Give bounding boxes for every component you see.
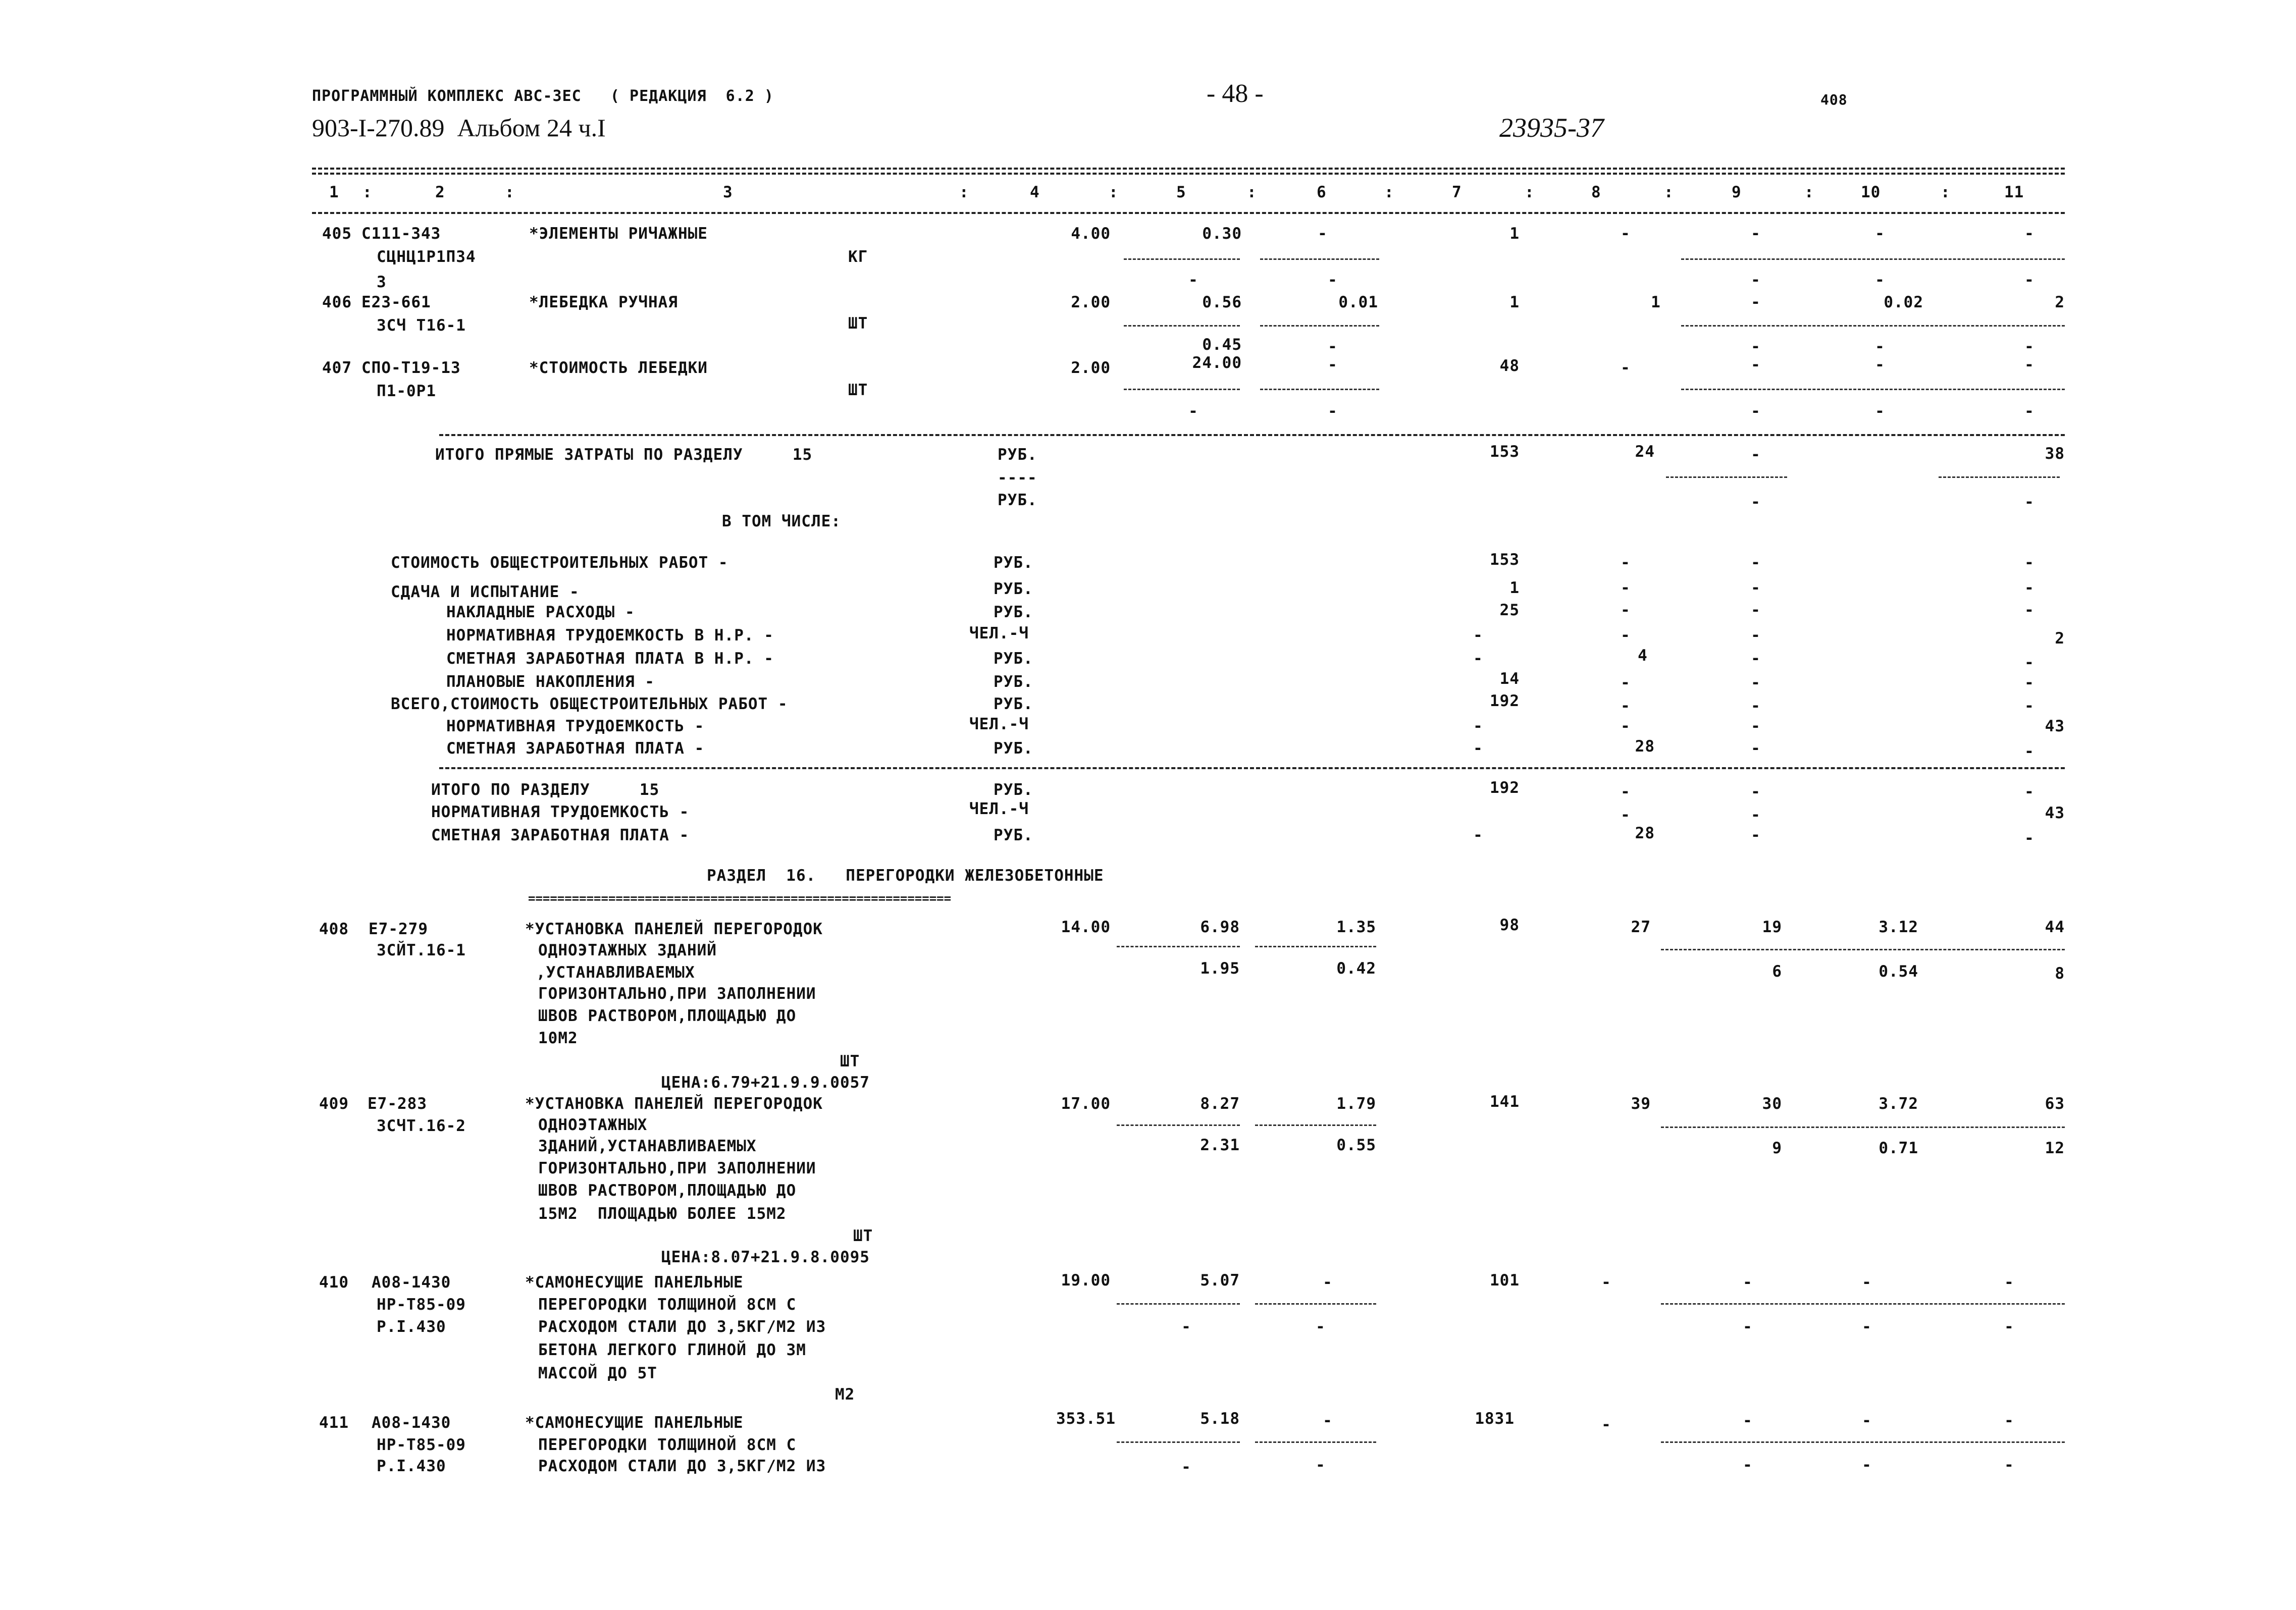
cell-c5b: - (1188, 271, 1198, 289)
norm-code: СПО-Т19-13 (361, 359, 461, 377)
cell-c9: 19 (1762, 918, 1782, 936)
cell-c8: 39 (1631, 1095, 1651, 1113)
cell-c10b: - (1875, 402, 1885, 420)
breakdown-c7: 14 (1499, 670, 1520, 688)
norm-code-3: Р.I.430 (377, 1318, 446, 1336)
unit: ШТ (853, 1227, 873, 1245)
cell-c6b: 0.55 (1336, 1136, 1376, 1154)
cell-c11b: - (2024, 402, 2034, 420)
cell-c5: 5.18 (1200, 1410, 1240, 1428)
cell-c11b: - (2004, 1456, 2014, 1474)
unit: ШТ (840, 1052, 860, 1070)
col-header-10: 10 (1861, 183, 1881, 201)
cell-c8: 1 (1651, 293, 1661, 311)
cell-c7: 98 (1499, 916, 1520, 934)
section-total-c9: - (1751, 826, 1761, 844)
cell-c4: 2.00 (1071, 293, 1111, 311)
section-total-unit: РУБ. (994, 826, 1033, 844)
breakdown-c11: - (2024, 697, 2034, 715)
work-name-line: ПЕРЕГОРОДКИ ТОЛЩИНОЙ 8СМ С (538, 1436, 797, 1454)
breakdown-c7: 153 (1490, 551, 1520, 569)
breakdown-label: НОРМАТИВНАЯ ТРУДОЕМКОСТЬ В Н.Р. - (446, 626, 774, 645)
unit-price: ЦЕНА:6.79+21.9.9.0057 (661, 1074, 870, 1092)
breakdown-c8: - (1621, 697, 1631, 715)
cell-c7: 1 (1509, 293, 1520, 311)
norm-code-2: ЗСЧ Т16-1 (377, 316, 466, 335)
cell-c5: 8.27 (1200, 1095, 1240, 1113)
breakdown-c7: - (1473, 650, 1483, 668)
breakdown-unit: РУБ. (994, 650, 1033, 668)
cell-c10b: - (1875, 338, 1885, 356)
col-header-3: 3 (723, 183, 733, 201)
work-name-line: БЕТОНА ЛЕГКОГО ГЛИНОЙ ДО 3М (538, 1341, 806, 1359)
col-header-1: 1 (329, 183, 339, 201)
cell-c9: - (1751, 225, 1761, 243)
breakdown-unit: РУБ. (994, 695, 1033, 713)
cell-c11b: - (2004, 1318, 2014, 1336)
work-name-line: ,УСТАНАВЛИВАЕМЫХ (536, 963, 695, 982)
cell-c6: 0.01 (1338, 293, 1378, 311)
cell-c8: - (1601, 1416, 1611, 1434)
unit: ШТ (848, 381, 868, 399)
breakdown-c11: - (2024, 742, 2034, 761)
breakdown-c11: - (2024, 554, 2034, 572)
breakdown-c7: 25 (1499, 601, 1520, 619)
work-name-line: МАССОЙ ДО 5Т (538, 1364, 657, 1382)
breakdown-unit: ЧЕЛ.-Ч (969, 624, 1029, 642)
breakdown-unit: РУБ. (994, 554, 1033, 572)
breakdown-c7: 1 (1509, 579, 1520, 597)
row-number: 406 (322, 293, 352, 311)
breakdown-c9: - (1751, 579, 1761, 597)
cell-c9b: 9 (1772, 1139, 1782, 1157)
breakdown-unit: РУБ. (994, 580, 1033, 598)
unit: ШТ (848, 314, 868, 333)
total-c11: 38 (2045, 445, 2065, 463)
norm-code-2: СЦНЦ1Р1П34 (377, 248, 476, 266)
breakdown-c8: - (1621, 579, 1631, 597)
col-header-2: 2 (435, 183, 445, 201)
row-number: 405 (322, 225, 352, 243)
cell-c10: 0.02 (1884, 293, 1923, 311)
work-name-line: ШВОВ РАСТВОРОМ,ПЛОЩАДЬЮ ДО (538, 1007, 797, 1025)
cell-c9b: - (1743, 1318, 1753, 1336)
cell-c4: 4.00 (1071, 225, 1111, 243)
section-title-underline: ========================================================== (528, 891, 952, 905)
norm-code: Е23-661 (361, 293, 431, 311)
work-name-line: *УСТАНОВКА ПАНЕЛЕЙ ПЕРЕГОРОДОК (525, 920, 823, 938)
breakdown-c9: - (1751, 697, 1761, 715)
work-name-line: РАСХОДОМ СТАЛИ ДО 3,5КГ/М2 ИЗ (538, 1318, 826, 1336)
cell-c11b: 12 (2045, 1139, 2065, 1157)
totals-rule (439, 434, 2065, 436)
cell-c6b: - (1328, 338, 1338, 356)
breakdown-c9: - (1751, 650, 1761, 668)
norm-code: Е7-279 (369, 920, 428, 938)
cell-c8: 27 (1631, 918, 1651, 936)
cell-c6: - (1323, 1273, 1333, 1292)
cell-c10: 3.12 (1878, 918, 1918, 936)
cell-c7: 1831 (1475, 1410, 1515, 1428)
cell-c6: - (1318, 225, 1328, 243)
cell-c10b: 0.54 (1878, 962, 1918, 981)
work-name-line: ПЕРЕГОРОДКИ ТОЛЩИНОЙ 8СМ С (538, 1296, 797, 1314)
section-total-c11: 43 (2045, 804, 2065, 822)
cell-c10b: - (1875, 271, 1885, 289)
cell-c9: - (1743, 1273, 1753, 1292)
breakdown-label: СМЕТНАЯ ЗАРАБОТНАЯ ПЛАТА В Н.Р. - (446, 650, 774, 668)
cell-c5: 5.07 (1200, 1271, 1240, 1290)
cell-c4: 14.00 (1061, 918, 1111, 936)
section-total-c8: 28 (1635, 824, 1655, 842)
section-total-unit: РУБ. (994, 781, 1033, 799)
cell-c6b: 0.42 (1336, 959, 1376, 978)
work-name: *ЭЛЕМЕНТЫ РИЧАЖНЫЕ (529, 225, 708, 243)
cell-c10b: - (1862, 1456, 1872, 1474)
cell-c9: - (1743, 1412, 1753, 1430)
cell-c5: 24.00 (1192, 354, 1242, 372)
unit: М2 (835, 1385, 855, 1404)
col-header-7: 7 (1452, 183, 1462, 201)
norm-code-2: ЗСЧТ.16-2 (377, 1117, 466, 1135)
work-name-line: ШВОВ РАСТВОРОМ,ПЛОЩАДЬЮ ДО (538, 1182, 797, 1200)
breakdown-c9: - (1751, 626, 1761, 645)
breakdown-label: СТОИМОСТЬ ОБЩЕСТРОИТЕЛЬНЫХ РАБОТ - (391, 554, 728, 572)
breakdown-unit: РУБ. (994, 673, 1033, 691)
work-name-line: ЗДАНИЙ,УСТАНАВЛИВАЕМЫХ (538, 1137, 757, 1155)
breakdown-c11: 43 (2045, 717, 2065, 735)
breakdown-c8: 28 (1635, 737, 1655, 756)
cell-c6: - (1328, 356, 1338, 374)
breakdown-c7: 192 (1490, 692, 1520, 710)
breakdown-label: ВСЕГО,СТОИМОСТЬ ОБЩЕСТРОИТЕЛЬНЫХ РАБОТ - (391, 695, 788, 713)
work-name: *СТОИМОСТЬ ЛЕБЕДКИ (529, 359, 708, 377)
cell-c6: - (1323, 1412, 1333, 1430)
total-c9b: - (1751, 493, 1761, 511)
breakdown-label: НОРМАТИВНАЯ ТРУДОЕМКОСТЬ - (446, 717, 705, 735)
inventory-number: 23935-37 (1499, 113, 1604, 143)
cell-c10: - (1875, 356, 1885, 374)
cell-c8: - (1621, 359, 1631, 377)
total-dash: ---- (998, 469, 1037, 487)
cell-c6: 1.79 (1336, 1095, 1376, 1113)
cell-c6: 1.35 (1336, 918, 1376, 936)
work-name-line: 10М2 (538, 1029, 578, 1047)
cell-c10: - (1862, 1412, 1872, 1430)
cell-c9: - (1751, 293, 1761, 311)
breakdown-label: СМЕТНАЯ ЗАРАБОТНАЯ ПЛАТА - (446, 739, 705, 758)
col-header-4: 4 (1030, 183, 1040, 201)
row-number: 407 (322, 359, 352, 377)
cell-c9b: - (1751, 338, 1761, 356)
breakdown-c9: - (1751, 601, 1761, 619)
work-name-line: 15М2 ПЛОЩАДЬЮ БОЛЕЕ 15М2 (538, 1205, 787, 1223)
document-code: 903-I-270.89 Альбом 24 ч.I (312, 114, 606, 142)
cell-c5b: - (1181, 1318, 1191, 1336)
breakdown-c11: - (2024, 579, 2034, 597)
breakdown-c7: - (1473, 626, 1483, 645)
section-total-c9: - (1751, 783, 1761, 801)
cell-c4: 19.00 (1061, 1271, 1111, 1290)
section-total-c8: - (1621, 783, 1631, 801)
row-number: 411 (319, 1414, 349, 1432)
page-number: - 48 - (1207, 79, 1264, 108)
section-total-c7: - (1473, 826, 1483, 844)
cell-c5b: - (1188, 402, 1198, 420)
cell-c5: 0.30 (1202, 225, 1242, 243)
cell-c8: - (1621, 225, 1631, 243)
section-total-unit: ЧЕЛ.-Ч (969, 800, 1029, 818)
cell-c4: 353.51 (1056, 1410, 1116, 1428)
row-number: 410 (319, 1273, 349, 1292)
cell-c7: 48 (1499, 357, 1520, 375)
total-unit: РУБ. (998, 446, 1037, 464)
row-number: 408 (319, 920, 349, 938)
breakdown-c8: - (1621, 601, 1631, 619)
total-c9: - (1751, 446, 1761, 464)
norm-code: С111-343 (361, 225, 441, 243)
section-title: РАЗДЕЛ 16. ПЕРЕГОРОДКИ ЖЕЛЕЗОБЕТОННЫЕ (707, 867, 1104, 885)
cell-c5: 6.98 (1200, 918, 1240, 936)
norm-code: Е7-283 (368, 1095, 427, 1113)
norm-code-2: П1-0Р1 (377, 382, 436, 400)
cell-c9: 30 (1762, 1095, 1782, 1113)
cell-c6b: - (1316, 1318, 1326, 1336)
breakdown-c9: - (1751, 717, 1761, 735)
work-name-line: ГОРИЗОНТАЛЬНО,ПРИ ЗАПОЛНЕНИИ (538, 985, 816, 1003)
cell-c11: - (2004, 1273, 2014, 1292)
norm-code: А08-1430 (372, 1414, 451, 1432)
work-name-line: *САМОНЕСУЩИЕ ПАНЕЛЬНЫЕ (525, 1273, 744, 1292)
section-total-c9: - (1751, 806, 1761, 824)
breakdown-c7: - (1473, 739, 1483, 758)
cell-c9b: - (1751, 402, 1761, 420)
work-name-line: *УСТАНОВКА ПАНЕЛЕЙ ПЕРЕГОРОДОК (525, 1095, 823, 1113)
cell-c7: 141 (1490, 1093, 1520, 1111)
breakdown-c8: - (1621, 674, 1631, 692)
col-header-5: 5 (1176, 183, 1186, 201)
section-total-c11: - (2024, 829, 2034, 847)
incl-label: В ТОМ ЧИСЛЕ: (722, 512, 841, 530)
cell-c11: - (2024, 225, 2034, 243)
section-total-c8: - (1621, 806, 1631, 824)
work-name-line: ОДНОЭТАЖНЫХ (538, 1116, 648, 1134)
breakdown-c8: - (1621, 717, 1631, 735)
cell-c11: 63 (2045, 1095, 2065, 1113)
breakdown-c8: - (1621, 554, 1631, 572)
cell-c5b: - (1181, 1458, 1191, 1476)
breakdown-c11: 2 (2055, 629, 2065, 648)
breakdown-label: СДАЧА И ИСПЫТАНИЕ - (391, 583, 580, 601)
program-header: ПРОГРАММНЫЙ КОМПЛЕКС АВС-ЗЕС ( РЕДАКЦИЯ 6.2 ) (312, 87, 774, 105)
section-total-label: ИТОГО ПО РАЗДЕЛУ 15 (431, 781, 660, 799)
work-name-line: ОДНОЭТАЖНЫХ ЗДАНИЙ (538, 941, 717, 959)
breakdown-c11: - (2024, 674, 2034, 692)
total-c11b: - (2024, 493, 2034, 511)
cell-c9: - (1751, 356, 1761, 374)
norm-code: А08-1430 (372, 1273, 451, 1292)
breakdown-label: НАКЛАДНЫЕ РАСХОДЫ - (446, 603, 635, 621)
norm-code-2: НР-Т85-09 (377, 1296, 466, 1314)
header-bottom-rule (312, 212, 2065, 214)
breakdown-c9: - (1751, 554, 1761, 572)
section-total-rule (439, 767, 2065, 769)
cell-c9b: - (1751, 271, 1761, 289)
cell-c7: 1 (1509, 225, 1520, 243)
cell-c10b: - (1862, 1318, 1872, 1336)
breakdown-c8: 4 (1638, 647, 1648, 665)
cell-c5b: 0.45 (1202, 336, 1242, 354)
norm-code-2: ЗСЙТ.16-1 (377, 941, 466, 959)
work-name-line: РАСХОДОМ СТАЛИ ДО 3,5КГ/М2 ИЗ (538, 1457, 826, 1475)
col-header-6: 6 (1317, 183, 1327, 201)
total-label: ИТОГО ПРЯМЫЕ ЗАТРАТЫ ПО РАЗДЕЛУ 15 (435, 446, 813, 464)
cell-c11: - (2024, 356, 2034, 374)
breakdown-unit: ЧЕЛ.-Ч (969, 715, 1029, 733)
cell-c10b: 0.71 (1878, 1139, 1918, 1157)
sheet-number: 408 (1820, 91, 1848, 108)
breakdown-unit: РУБ. (994, 739, 1033, 758)
section-total-c11: - (2024, 783, 2034, 801)
cell-c5b: 1.95 (1200, 959, 1240, 978)
breakdown-c11: - (2024, 654, 2034, 672)
cell-c4: 2.00 (1071, 359, 1111, 377)
col-header-11: 11 (2004, 183, 2024, 201)
cell-c6b: - (1316, 1456, 1326, 1474)
cell-c10: 3.72 (1878, 1095, 1918, 1113)
breakdown-c9: - (1751, 674, 1761, 692)
unit: КГ (848, 248, 868, 266)
cell-c9b: - (1743, 1456, 1753, 1474)
col-header-8: 8 (1591, 183, 1601, 201)
work-name: *ЛЕБЕДКА РУЧНАЯ (529, 293, 678, 311)
breakdown-c7: - (1473, 717, 1483, 735)
work-name-line: *САМОНЕСУЩИЕ ПАНЕЛЬНЫЕ (525, 1414, 744, 1432)
breakdown-label: ПЛАНОВЫЕ НАКОПЛЕНИЯ - (446, 673, 655, 691)
cell-c10: - (1875, 225, 1885, 243)
section-total-c7: 192 (1490, 779, 1520, 797)
total-c7: 153 (1490, 443, 1520, 461)
cell-c8: - (1601, 1273, 1611, 1292)
norm-code-3: Р.I.430 (377, 1457, 446, 1475)
cell-c10: - (1862, 1273, 1872, 1292)
cell-c11: 44 (2045, 918, 2065, 936)
cell-c5b: 2.31 (1200, 1136, 1240, 1154)
breakdown-c9: - (1751, 739, 1761, 758)
row-number: 409 (319, 1095, 349, 1113)
total-unit-2: РУБ. (998, 491, 1037, 509)
cell-c6b: - (1328, 271, 1338, 289)
total-c8: 24 (1635, 443, 1655, 461)
cell-c11: - (2004, 1412, 2014, 1430)
cell-c4: 17.00 (1061, 1095, 1111, 1113)
table-top-rule-2 (312, 173, 2065, 175)
cell-c7: 101 (1490, 1271, 1520, 1290)
table-top-rule (312, 168, 2065, 170)
cell-c11b: 8 (2055, 964, 2065, 983)
section-total-label: НОРМАТИВНАЯ ТРУДОЕМКОСТЬ - (431, 803, 690, 821)
work-name-line: ГОРИЗОНТАЛЬНО,ПРИ ЗАПОЛНЕНИИ (538, 1159, 816, 1177)
norm-code-2: НР-Т85-09 (377, 1436, 466, 1454)
unit-price: ЦЕНА:8.07+21.9.8.0095 (661, 1248, 870, 1266)
breakdown-c11: - (2024, 601, 2034, 619)
breakdown-unit: РУБ. (994, 603, 1033, 621)
cell-c6b: - (1328, 402, 1338, 420)
cell-c5: 0.56 (1202, 293, 1242, 311)
section-total-label: СМЕТНАЯ ЗАРАБОТНАЯ ПЛАТА - (431, 826, 690, 844)
col-header-9: 9 (1732, 183, 1742, 201)
breakdown-c8: - (1621, 626, 1631, 645)
norm-code-3: 3 (377, 273, 387, 291)
cell-c11: 2 (2055, 293, 2065, 311)
cell-c9b: 6 (1772, 962, 1782, 981)
cell-c11b: - (2024, 338, 2034, 356)
cell-c11b: - (2024, 271, 2034, 289)
